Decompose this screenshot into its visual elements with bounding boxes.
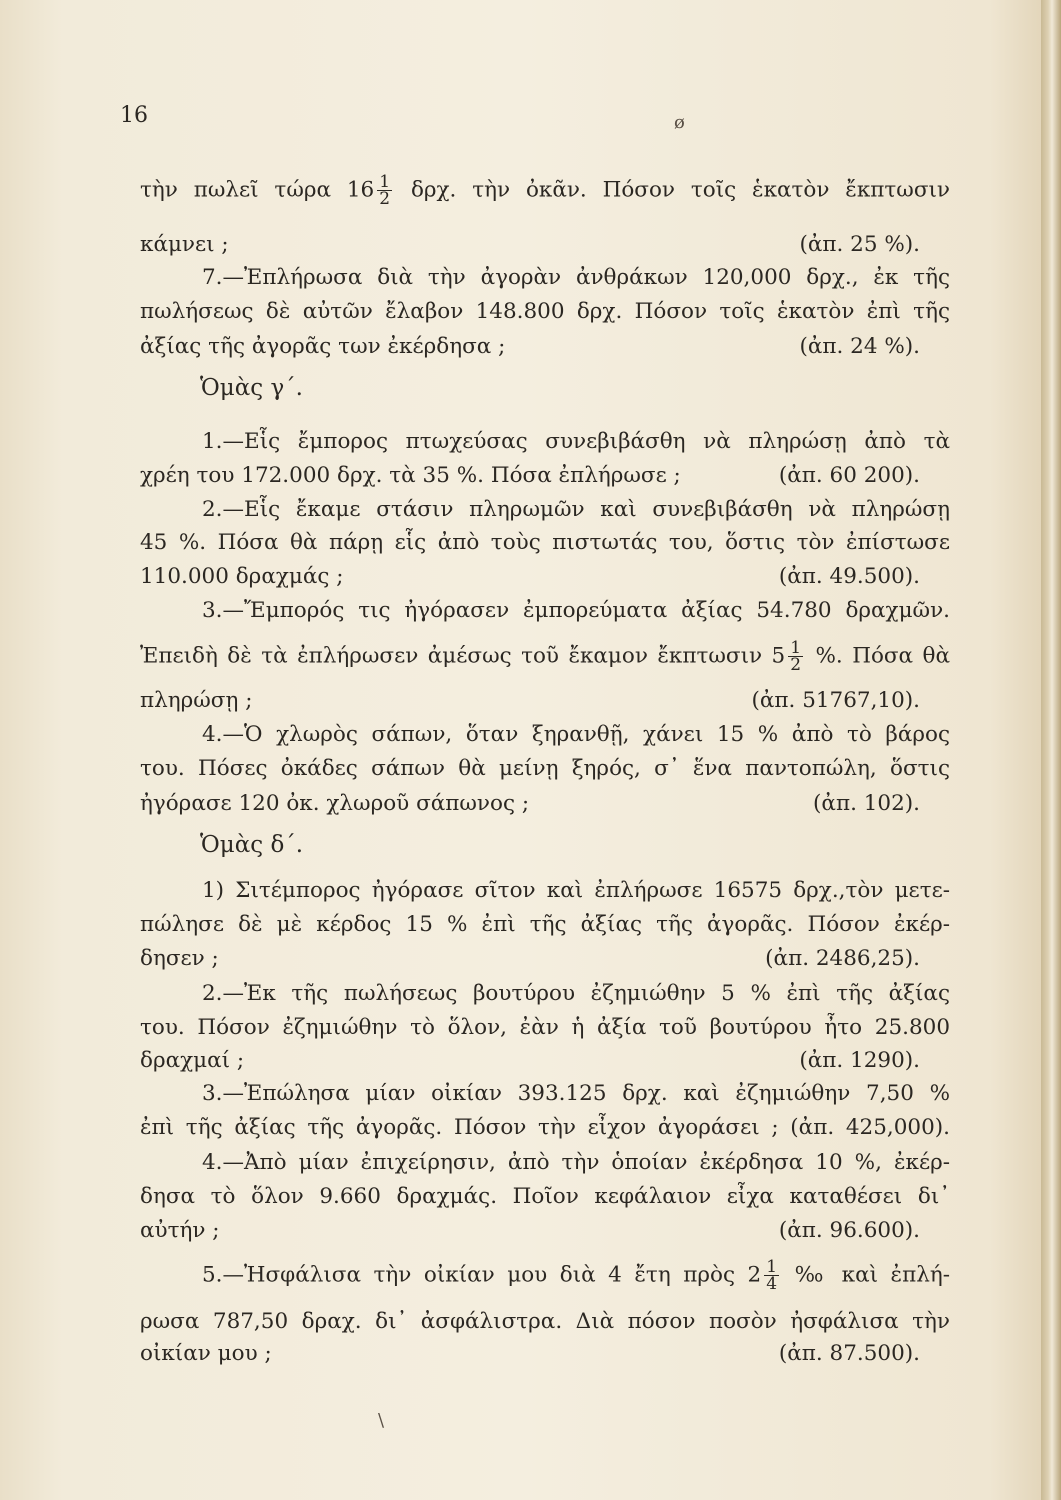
fraction-denominator: 2 — [379, 189, 391, 207]
text-line — [140, 944, 950, 974]
text-line: 1.—Εἷς ἔμπορος πτωχεύσας συνεβιβάσθη νὰ πληρώσῃ ἀπὸ τὰ — [202, 429, 950, 454]
text-fragment: 110.000 δραχμάς ; — [140, 564, 344, 589]
answer: (ἀπ. 102). — [813, 791, 920, 816]
fraction — [764, 1259, 779, 1292]
text-line: 1) Σιτέμπορος ἠγόρασε σῖτον καὶ ἐπλήρωσε 16575 δρχ.,τὸν μετε- — [202, 878, 950, 903]
text-line: ρωσα 787,50 δραχ. δι᾿ ἀσφάλιστρα. Διὰ πόσον ποσὸν ἠσφάλισα τὴν — [140, 1309, 950, 1334]
text-line: 3.—Ἐπώλησα μίαν οἰκίαν 393.125 δρχ. καὶ ἐζημιώθην 7,50 % — [202, 1081, 950, 1106]
text-line: 7.—Ἐπλήρωσα διὰ τὴν ἀγορὰν ἀνθράκων 120,000 δρχ., ἐκ τῆς — [202, 265, 950, 290]
fraction-numerator: 1 — [790, 640, 802, 658]
text-fragment: ἠγόρασε 120 ὀκ. χλωροῦ σάπωνος ; — [140, 791, 530, 816]
answer: (ἀπ. 49.500). — [778, 564, 920, 589]
text-fragment: πληρώσῃ ; — [140, 688, 253, 713]
text-line: του. Πόσον ἐζημιώθην τὸ ὅλον, ἐὰν ἡ ἀξία τοῦ βουτύρου ἦτο 25.800 — [140, 1015, 950, 1040]
text-line — [140, 174, 950, 207]
text-line — [140, 1046, 950, 1076]
answer: (ἀπ. 25 %). — [799, 232, 920, 257]
text-line: 45 %. Πόσα θὰ πάρῃ εἷς ἀπὸ τοὺς πιστωτάς του, ὅστις τὸν ἐπίστωσε — [140, 530, 950, 555]
text-fragment: ‰ καὶ ἐπλή- — [794, 1262, 950, 1288]
text-line: του. Πόσες ὀκάδες σάπων θὰ μείνῃ ξηρός, σ᾿ ἕνα παντοπώλη, ὅστις — [140, 756, 950, 781]
fraction — [377, 174, 392, 207]
section-heading: Ὁμὰς γ΄. — [200, 375, 303, 401]
page-number: 16 — [120, 103, 148, 128]
answer: (ἀπ. 2486,25). — [765, 946, 920, 971]
text-line: δησα τὸ ὅλον 9.660 δραχμάς. Ποῖον κεφάλαιον εἶχα καταθέσει δι᾿ — [140, 1184, 950, 1209]
section-heading: Ὁμὰς δ΄. — [200, 832, 304, 858]
text-line — [140, 230, 950, 260]
text-line — [140, 640, 950, 673]
answer: (ἀπ. 87.500). — [778, 1341, 920, 1366]
text-line — [140, 461, 950, 491]
answer: (ἀπ. 96.600). — [778, 1218, 920, 1243]
text-fragment: οἰκίαν μου ; — [140, 1341, 272, 1366]
text-line — [140, 1216, 950, 1246]
text-line: 4.—Ἀπὸ μίαν ἐπιχείρησιν, ἀπὸ τὴν ὁποίαν ἐκέρδησα 10 %, ἐκέρ- — [202, 1150, 950, 1175]
page-edge — [1041, 0, 1061, 1500]
text-fragment: ἀξίας τῆς ἀγορᾶς των ἐκέρδησα ; — [140, 334, 506, 359]
text-fragment: δραχμαί ; — [140, 1048, 245, 1073]
answer: (ἀπ. 24 %). — [799, 334, 920, 359]
text-line: 2.—Ἐκ τῆς πωλήσεως βουτύρου ἐζημιώθην 5 % ἐπὶ τῆς ἀξίας — [202, 981, 950, 1006]
fraction-numerator: 1 — [379, 174, 391, 192]
fraction — [788, 640, 803, 673]
ink-mark: \ — [378, 1410, 385, 1431]
text-line: πωλήσεως δὲ αὐτῶν ἔλαβον 148.800 δρχ. Πόσον τοῖς ἑκατὸν ἐπὶ τῆς — [140, 299, 950, 324]
text-fragment: Ἐπειδὴ δὲ τὰ ἐπλήρωσεν ἀμέσως τοῦ ἔκαμον ἔκπτωσιν 5 — [140, 643, 786, 669]
text-line: 3.—Ἔμπορός τις ἠγόρασεν ἐμπορεύματα ἀξίας 54.780 δραχμῶν. — [202, 598, 950, 623]
text-fragment: χρέη του 172.000 δρχ. τὰ 35 %. Πόσα ἐπλήρωσε ; — [140, 463, 681, 488]
text-fragment: τὴν πωλεῖ τώρα 16 — [140, 177, 375, 203]
text-line: ἐπὶ τῆς ἀξίας τῆς ἀγορᾶς. Πόσον τὴν εἶχον ἀγοράσει ; (ἀπ. 425,000). — [140, 1115, 950, 1140]
fraction-numerator: 1 — [766, 1259, 778, 1277]
text-line — [140, 1339, 950, 1369]
text-fragment: κάμνει ; — [140, 232, 229, 257]
text-fragment: δρχ. τὴν ὀκᾶν. Πόσον τοῖς ἑκατὸν ἔκπτωσιν — [410, 177, 950, 203]
text-line — [140, 1259, 950, 1292]
text-line — [140, 562, 950, 592]
fraction-denominator: 4 — [766, 1274, 778, 1292]
answer: (ἀπ. 60 200). — [778, 463, 920, 488]
text-fragment: δησεν ; — [140, 946, 219, 971]
text-fragment: αὐτήν ; — [140, 1218, 220, 1243]
text-line: πώλησε δὲ μὲ κέρδος 15 % ἐπὶ τῆς ἀξίας τῆς ἀγορᾶς. Πόσον ἐκέρ- — [140, 912, 950, 937]
text-line: 4.—Ὁ χλωρὸς σάπων, ὅταν ξηρανθῇ, χάνει 15 % ἀπὸ τὸ βάρος — [202, 722, 950, 747]
text-line: 2.—Εἷς ἔκαμε στάσιν πληρωμῶν καὶ συνεβιβάσθη νὰ πληρώσῃ — [202, 497, 950, 522]
text-line — [140, 789, 950, 819]
text-line — [140, 686, 950, 716]
ink-speck: ø — [674, 112, 685, 133]
text-fragment: 5.—Ἠσφάλισα τὴν οἰκίαν μου διὰ 4 ἔτη πρὸς 2 — [202, 1262, 762, 1288]
text-fragment: %. Πόσα θὰ — [815, 643, 950, 669]
answer: (ἀπ. 51767,10). — [751, 688, 920, 713]
answer: (ἀπ. 1290). — [799, 1048, 920, 1073]
fraction-denominator: 2 — [790, 655, 802, 673]
text-line — [140, 332, 950, 362]
